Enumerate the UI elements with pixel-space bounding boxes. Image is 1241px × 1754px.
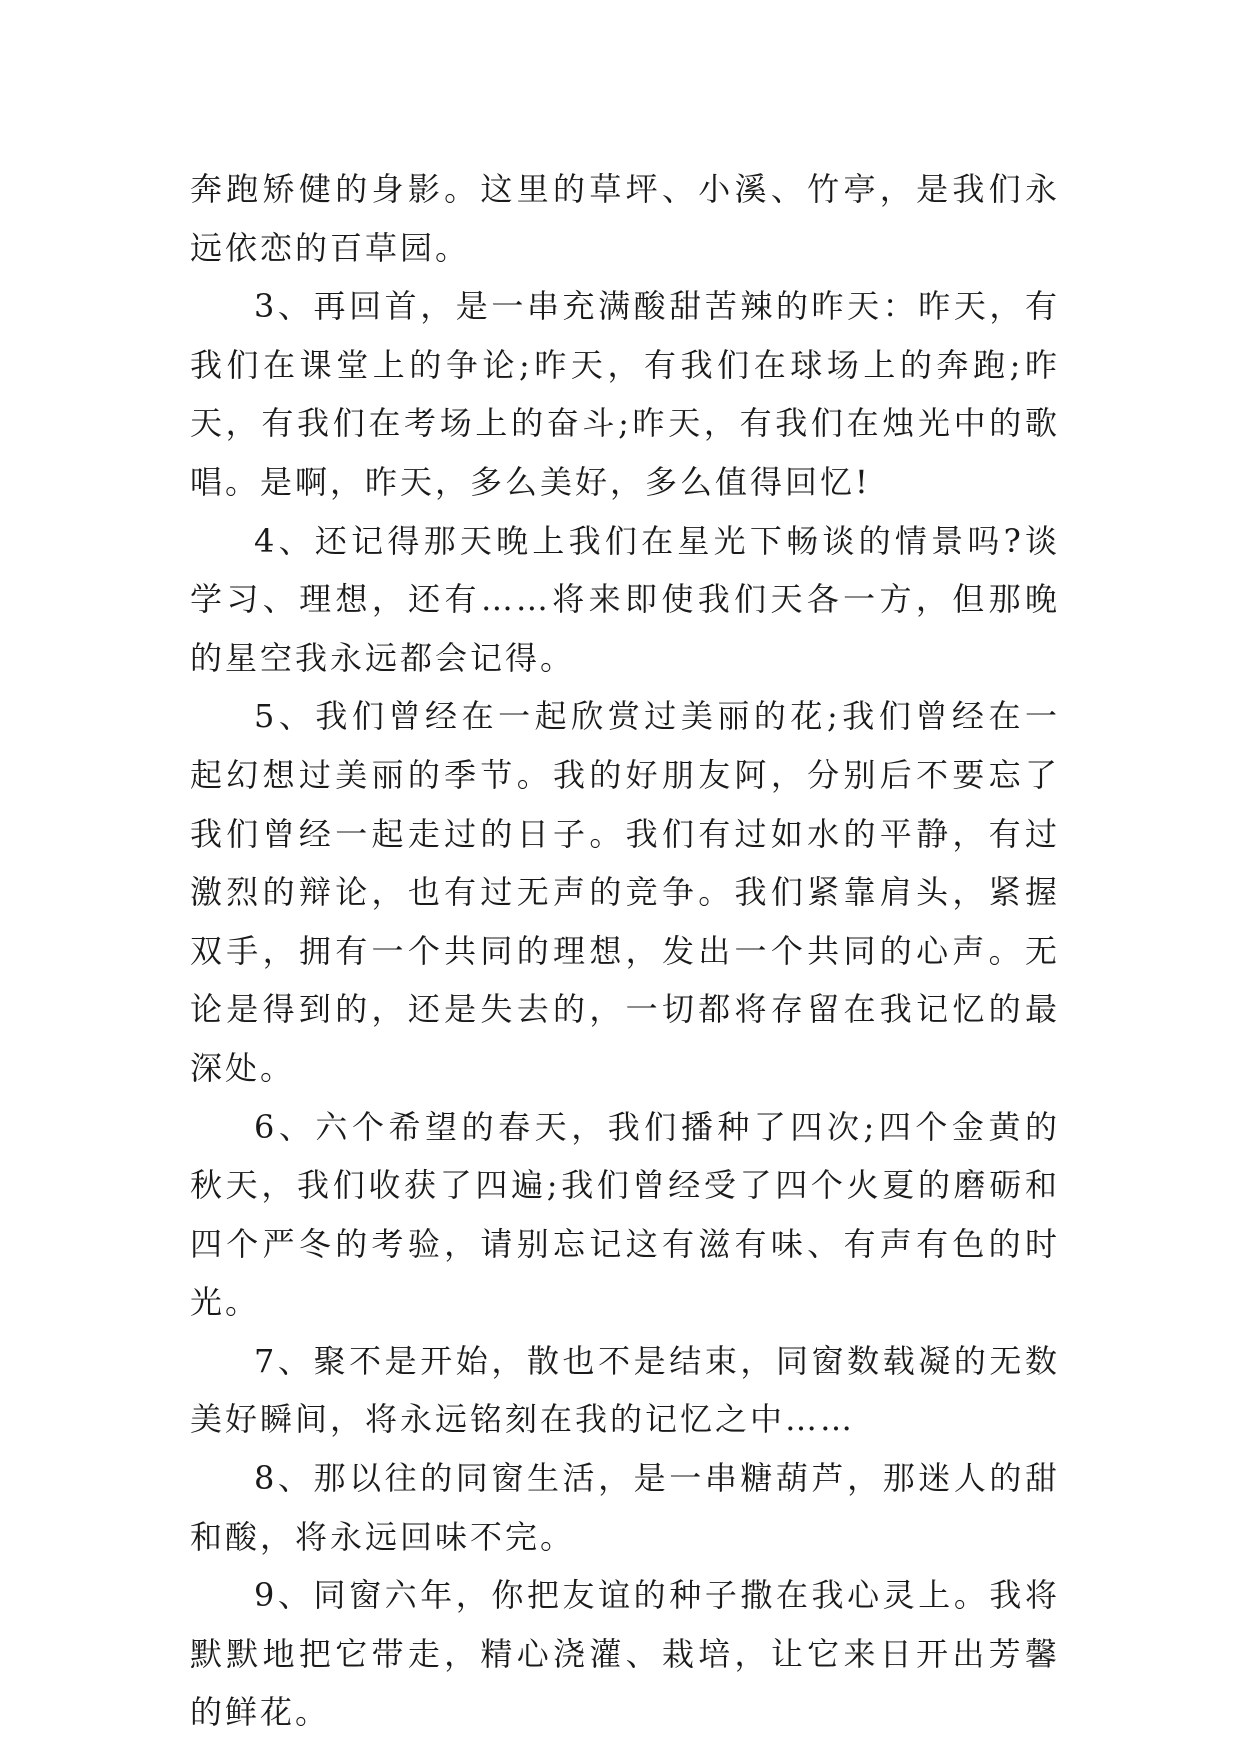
document-body bbox=[190, 160, 1060, 1742]
paragraph-7: 7、聚不是开始，散也不是结束，同窗数载凝的无数美好瞬间，将永远铭刻在我的记忆之中…… bbox=[190, 1341, 1060, 1439]
paragraph-8: 8、那以往的同窗生活，是一串糖葫芦，那迷人的甜和酸，将永远回味不完。 bbox=[190, 1459, 1060, 1556]
paragraph-4: 4、还记得那天晚上我们在星光下畅谈的情景吗?谈学习、理想，还有……将来即使我们天各一方，但那晚的星空我永远都会记得。 bbox=[190, 521, 1060, 677]
paragraph-6: 6、六个希望的春天，我们播种了四次;四个金黄的秋天，我们收获了四遍;我们曾经受了四个火夏的磨砺和四个严冬的考验，请别忘记这有滋有味、有声有色的时光。 bbox=[190, 1107, 1060, 1322]
paragraph-9: 9、同窗六年，你把友谊的种子撒在我心灵上。我将默默地把它带走，精心浇灌、栽培，让它来日开出芳馨的鲜花。 bbox=[190, 1576, 1060, 1732]
paragraph-continued: 奔跑矫健的身影。这里的草坪、小溪、竹亭，是我们永远依恋的百草园。 bbox=[190, 170, 1060, 267]
paragraph-3: 3、再回首，是一串充满酸甜苦辣的昨天：昨天，有我们在课堂上的争论;昨天，有我们在球场上的奔跑;昨天，有我们在考场上的奋斗;昨天，有我们在烛光中的歌唱。是啊，昨天，多么美好，多么值得回忆! bbox=[190, 287, 1060, 501]
paragraph-5: 5、我们曾经在一起欣赏过美丽的花;我们曾经在一起幻想过美丽的季节。我的好朋友阿，分别后不要忘了我们曾经一起走过的日子。我们有过如水的平静，有过激烈的辩论，也有过无声的竞争。我们紧靠肩头，紧握双手，拥有一个共同的理想，发出一个共同的心声。无论是得到的，还是失去的，一切都将存留在我记忆的最深处。 bbox=[190, 697, 1060, 1087]
